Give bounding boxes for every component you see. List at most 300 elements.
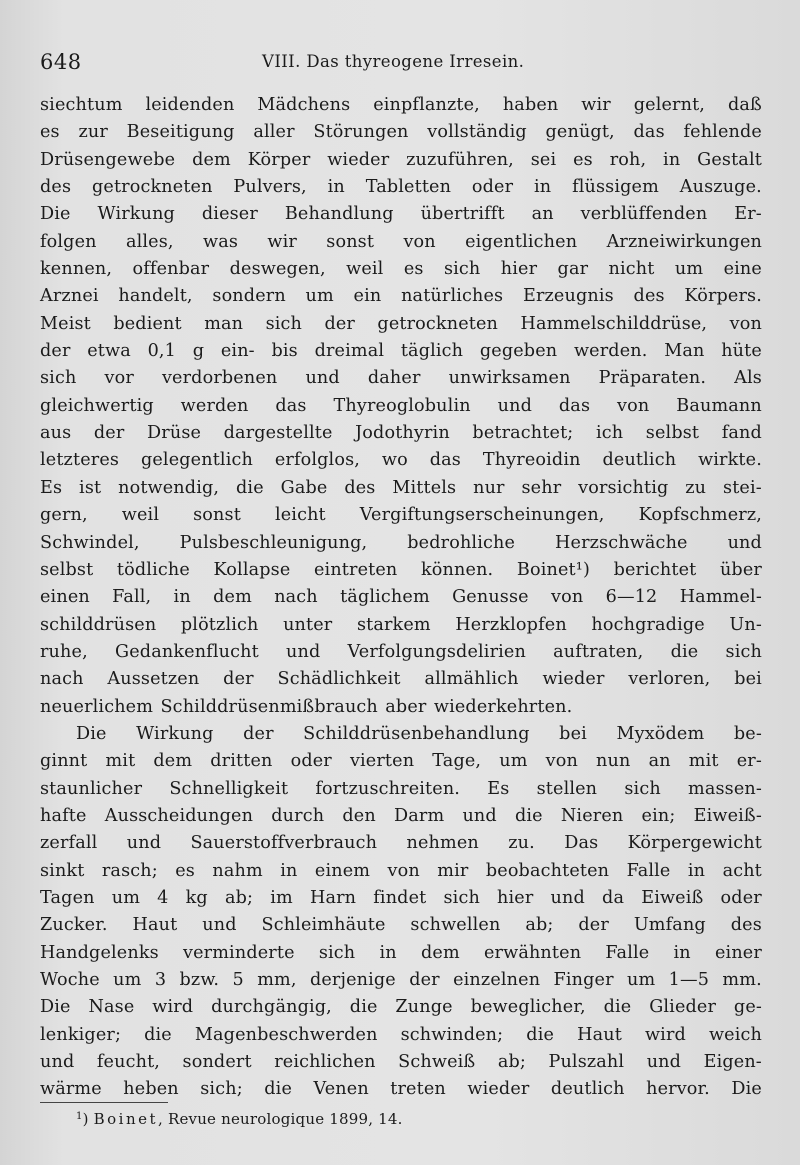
word: um — [674, 259, 704, 280]
word: und — [550, 887, 585, 908]
word: haben — [502, 95, 559, 115]
word: Schilddrüsenbehandlung — [303, 723, 530, 744]
word: aus — [40, 423, 72, 444]
word: sich — [443, 259, 481, 280]
word: nach — [40, 669, 84, 690]
word: unwirksamen — [448, 368, 571, 389]
word: Körpers. — [684, 286, 762, 307]
word: derjenige — [309, 970, 396, 990]
word: mit — [105, 751, 136, 772]
word: Behandlung — [284, 204, 394, 225]
text-line — [40, 751, 762, 778]
text-line — [40, 533, 762, 560]
word: und — [202, 915, 237, 936]
word: findet — [373, 887, 427, 908]
word: Pulszahl — [548, 1052, 625, 1073]
word: wir — [581, 95, 611, 115]
text-line — [40, 177, 762, 204]
word: täglich — [400, 341, 464, 362]
word: des — [344, 477, 376, 498]
word: von — [387, 860, 420, 881]
word: Un- — [729, 614, 762, 635]
word: Drüse — [147, 423, 202, 444]
word: Zunge — [395, 997, 453, 1018]
word: erfolglos, — [274, 450, 360, 471]
word: nicht — [608, 259, 655, 280]
word: genügt, — [545, 122, 615, 143]
word: wird — [152, 997, 194, 1018]
word: Es — [487, 778, 510, 799]
word: das — [429, 450, 461, 471]
word: sich — [265, 313, 303, 334]
word: und — [305, 368, 340, 389]
word: sich; — [200, 1079, 243, 1100]
word: den — [342, 805, 376, 826]
word: verminderte — [183, 942, 295, 963]
word: wir — [267, 231, 297, 252]
word: Eiweiß — [641, 887, 704, 908]
word: fehlende — [683, 122, 762, 143]
word: hervor. — [646, 1079, 710, 1100]
word: von — [403, 231, 436, 252]
body-text — [40, 95, 762, 1107]
word: Schädlichkeit — [277, 669, 401, 690]
word: Fall, — [112, 587, 152, 608]
word: vorsichtig — [578, 477, 669, 498]
word: nach — [274, 587, 318, 608]
word: wieder — [467, 1079, 530, 1100]
text-line — [40, 95, 762, 122]
footnote-divider — [40, 1102, 168, 1103]
word: bedient — [113, 313, 182, 334]
word: der — [409, 970, 440, 990]
page-number: 648 — [40, 50, 82, 74]
text-line — [40, 341, 762, 368]
word: die — [264, 1079, 293, 1100]
word: sinkt — [40, 860, 85, 881]
word: ab; — [224, 887, 254, 908]
word: täglichem — [340, 587, 430, 608]
word: die — [144, 1024, 172, 1045]
word: sondern — [212, 286, 286, 307]
word: Falle — [605, 942, 650, 963]
word: Tage, — [432, 751, 482, 772]
word: daß — [727, 95, 762, 115]
word: Störungen — [313, 122, 409, 143]
word: in — [379, 942, 397, 963]
word: durchgängig, — [211, 997, 332, 1018]
word: in — [673, 942, 691, 963]
word: Schwindel, — [40, 532, 140, 553]
word: leidenden — [145, 95, 235, 115]
word: Haut — [577, 1024, 622, 1045]
word: einer — [714, 942, 762, 963]
word: dieser — [201, 204, 258, 225]
word: Beseitigung — [126, 122, 235, 143]
word: flüssigem — [572, 177, 659, 198]
word: Herzschwäche — [555, 532, 688, 553]
word: um — [305, 286, 334, 307]
word: Er- — [734, 204, 762, 225]
word: hier — [497, 887, 534, 908]
word: Haut — [132, 915, 178, 936]
word: alles, — [125, 231, 174, 252]
word: Finger — [553, 970, 614, 990]
word: gern, — [40, 505, 88, 526]
word: das — [275, 395, 307, 416]
footnote-text: , Revue neurologique 1899, 14. — [158, 1110, 403, 1128]
word: stei- — [723, 477, 762, 498]
word: wird — [644, 1024, 686, 1045]
word: rasch; — [101, 860, 158, 881]
word: die — [514, 805, 543, 826]
word: Die — [40, 997, 71, 1018]
footnote-author: Boinet — [93, 1110, 159, 1128]
word: des — [40, 177, 72, 198]
word: schwellen — [410, 915, 501, 936]
word: auftraten, — [553, 641, 644, 662]
word: oder — [720, 887, 762, 908]
word: Gabe — [280, 477, 328, 498]
word: können. — [421, 559, 494, 580]
word: bis — [271, 341, 298, 362]
footnote: $^1$) Boinet, Revue neurologique 1899, 14. — [76, 1110, 403, 1128]
word: nur — [473, 477, 505, 498]
word: be- — [733, 723, 762, 744]
word: Es — [40, 477, 63, 498]
word: und — [497, 395, 532, 416]
text-line — [40, 642, 762, 669]
word: natürliches — [401, 286, 504, 307]
word: weich — [708, 1024, 762, 1045]
word: Die — [76, 723, 107, 744]
word: einzelnen — [453, 970, 541, 990]
word: da — [602, 887, 625, 908]
word: um — [499, 751, 528, 772]
word: gegeben — [479, 341, 558, 362]
text-line — [40, 314, 762, 341]
text-line — [40, 286, 762, 313]
word: gelernt, — [633, 95, 706, 115]
word: dem — [153, 751, 193, 772]
word: dargestellte — [223, 423, 333, 444]
word: einen — [40, 587, 90, 608]
word: zu — [685, 477, 707, 498]
text-line — [40, 232, 762, 259]
word: Zucker. — [40, 915, 108, 936]
word: man — [204, 313, 244, 334]
word: verblüffenden — [580, 204, 708, 225]
word: in — [663, 149, 681, 170]
text-line — [40, 396, 762, 423]
word: lenkiger; — [40, 1024, 122, 1045]
word: Umfang — [633, 915, 706, 936]
word: Präparaten. — [598, 368, 707, 389]
word: werden — [180, 395, 249, 416]
word: selbst — [645, 423, 700, 444]
word: Darm — [393, 805, 445, 826]
word: und — [126, 833, 162, 854]
word: Ausscheidungen — [104, 805, 254, 826]
word: Herzklopfen — [455, 614, 567, 635]
word: getrockneten — [91, 177, 213, 198]
word: des — [730, 915, 762, 936]
word: um — [113, 970, 142, 990]
word: Handgelenks — [40, 942, 159, 963]
word: vierten — [349, 751, 415, 772]
word: zur — [78, 122, 108, 143]
word: die — [603, 997, 632, 1018]
word: beobachteten — [485, 860, 610, 881]
word: kennen, — [40, 259, 113, 280]
word: ich — [595, 423, 624, 444]
word: folgen — [40, 231, 97, 252]
word: in — [327, 177, 345, 198]
word: in — [280, 860, 298, 881]
word: und — [285, 641, 321, 662]
word: Magenbeschwerden — [194, 1024, 378, 1045]
word: handelt, — [118, 286, 193, 307]
text-line — [40, 122, 762, 149]
word: siechtum — [40, 95, 123, 115]
word: wieder — [327, 149, 390, 170]
word: wieder — [542, 669, 605, 690]
word: des — [633, 286, 665, 307]
word: Schweiß — [398, 1052, 476, 1073]
text-line — [40, 806, 762, 833]
word: der — [40, 341, 71, 362]
word: starkem — [356, 614, 431, 635]
word: wirkte. — [698, 450, 762, 471]
text-line — [40, 833, 762, 860]
text-line — [40, 997, 762, 1024]
word: das — [558, 395, 591, 416]
word: letzteres — [40, 450, 120, 471]
word: berichtet — [613, 559, 697, 580]
word: sonst — [193, 505, 241, 526]
word: Baumann — [676, 395, 762, 416]
word: Genusse — [452, 587, 529, 608]
word: sich — [40, 368, 77, 389]
word: er- — [736, 751, 762, 772]
word: es — [40, 122, 60, 143]
word: sondert — [182, 1052, 252, 1073]
word: in — [534, 177, 552, 198]
word: hier — [500, 259, 538, 280]
word: zerfall — [40, 833, 98, 854]
word: werden. — [573, 341, 648, 362]
word: durch — [271, 805, 325, 826]
word: das — [633, 122, 665, 143]
word: Körpergewicht — [627, 833, 762, 854]
text-line — [40, 915, 762, 942]
word: deswegen, — [229, 259, 326, 280]
word: staunlicher — [40, 778, 143, 799]
word: Sauerstoffverbrauch — [190, 833, 378, 854]
text-line — [40, 943, 762, 970]
word: oder — [471, 177, 514, 198]
word: gelegentlich — [140, 450, 253, 471]
word: die — [349, 997, 378, 1018]
word: Harn — [309, 887, 357, 908]
word: Nase — [88, 997, 135, 1018]
word: bzw. — [179, 970, 220, 990]
word: Als — [734, 368, 762, 389]
word: getrockneten — [377, 313, 499, 334]
word: sich — [443, 887, 480, 908]
word: von — [729, 313, 762, 334]
word: Gedankenflucht — [115, 641, 259, 662]
word: es — [175, 860, 195, 881]
word: daher — [367, 368, 421, 389]
word: tödliche — [116, 559, 190, 580]
word: 6—12 — [605, 587, 658, 608]
word: Arznei — [40, 286, 99, 307]
footnote-marker: 1 — [76, 1111, 83, 1122]
word: die — [526, 1024, 555, 1045]
text-line — [40, 861, 762, 888]
word: ab; — [525, 915, 554, 936]
word: Gestalt — [697, 149, 762, 170]
word: der — [223, 669, 254, 690]
word: über — [719, 559, 762, 580]
word: bedrohliche — [407, 532, 516, 553]
word: weil — [121, 505, 160, 526]
word: zuzuführen, — [406, 149, 514, 170]
word: dem — [420, 942, 460, 963]
word: hochgradige — [591, 614, 705, 635]
word: reichlichen — [274, 1052, 376, 1073]
word: massen- — [688, 778, 762, 799]
word: heben — [123, 1079, 179, 1100]
word: Glieder — [649, 997, 717, 1018]
word: Arzneiwirkungen — [606, 231, 762, 252]
text-line — [40, 970, 762, 997]
text-line — [40, 450, 762, 477]
word: Thyreoidin — [482, 450, 581, 471]
word: wiederkehrten. — [433, 696, 573, 717]
word: Verfolgungsdelirien — [347, 641, 526, 662]
word: verloren, — [628, 669, 711, 690]
word: mm, — [257, 970, 297, 990]
text-line — [40, 1052, 762, 1079]
running-title: VIII. Das thyreogene Irresein. — [262, 52, 525, 71]
word: von — [551, 587, 584, 608]
word: was — [203, 231, 239, 252]
text-line — [40, 779, 762, 806]
word: in — [687, 860, 706, 881]
word: die — [236, 477, 264, 498]
word: übertrifft — [420, 204, 505, 225]
word: 0,1 — [147, 341, 177, 362]
word: Eigen- — [703, 1052, 762, 1073]
word: dem — [213, 587, 252, 608]
word: und — [646, 1052, 682, 1073]
word: Das — [564, 833, 599, 854]
word: 3 — [154, 970, 167, 990]
word: ein- — [220, 341, 255, 362]
word: nahm — [212, 860, 263, 881]
word: ruhe, — [40, 641, 88, 662]
text-line — [40, 1025, 762, 1052]
word: Boinet¹) — [516, 559, 590, 580]
word: selbst — [40, 559, 94, 580]
word: plötzlich — [180, 614, 259, 635]
word: um — [627, 970, 656, 990]
word: deutlich — [602, 450, 677, 471]
word: schwinden; — [400, 1024, 504, 1045]
word: ein — [353, 286, 382, 307]
word: der — [243, 723, 274, 744]
text-line — [40, 423, 762, 450]
word: Jodothyrin — [355, 423, 450, 444]
word: dritten — [210, 751, 273, 772]
word: Thyreoglobulin — [333, 395, 471, 416]
word: verdorbenen — [161, 368, 278, 389]
word: Mittels — [392, 477, 457, 498]
word: zu. — [508, 833, 535, 854]
word: Pulvers, — [233, 177, 307, 198]
word: Tabletten — [365, 177, 452, 198]
word: Hammel- — [679, 587, 762, 608]
word: es — [573, 149, 593, 170]
word: sonst — [326, 231, 375, 252]
word: Myxödem — [616, 723, 705, 744]
word: ge- — [733, 997, 762, 1018]
word: von — [545, 751, 578, 772]
word: einpflanzte, — [373, 95, 480, 115]
word: bei — [559, 723, 587, 744]
word: es — [403, 259, 424, 280]
word: der — [578, 915, 609, 936]
word: nun — [596, 751, 631, 772]
word: acht — [722, 860, 762, 881]
word: fand — [721, 423, 762, 444]
word: mit — [688, 751, 719, 772]
text-line — [40, 669, 762, 696]
word: gar — [557, 259, 589, 280]
word: sich — [624, 778, 661, 799]
word: gleichwertig — [40, 395, 154, 416]
word: g — [192, 341, 205, 362]
word: und — [727, 532, 762, 553]
word: etwa — [87, 341, 131, 362]
word: dem — [192, 149, 231, 170]
word: von — [617, 395, 650, 416]
word: Kopfschmerz, — [638, 505, 762, 526]
word: der — [324, 313, 355, 334]
word: und — [462, 805, 497, 826]
word: nehmen — [406, 833, 479, 854]
word: mir — [437, 860, 469, 881]
word: kg — [185, 887, 208, 908]
word: neuerlichem — [40, 696, 154, 717]
text-line — [40, 724, 762, 751]
word: schilddrüsen — [40, 614, 157, 635]
word: treten — [390, 1079, 446, 1100]
word: Venen — [313, 1079, 369, 1100]
word: Pulsbeschleunigung, — [179, 532, 368, 553]
word: sich — [725, 641, 762, 662]
word: Körper — [247, 149, 311, 170]
word: Schilddrüsenmißbrauch — [160, 696, 378, 717]
word: 4 — [157, 887, 169, 908]
word: fortzuschreiten. — [315, 778, 461, 799]
word: sehr — [521, 477, 562, 498]
text-line — [40, 478, 762, 505]
word: vor — [104, 368, 134, 389]
page-header — [40, 50, 762, 80]
